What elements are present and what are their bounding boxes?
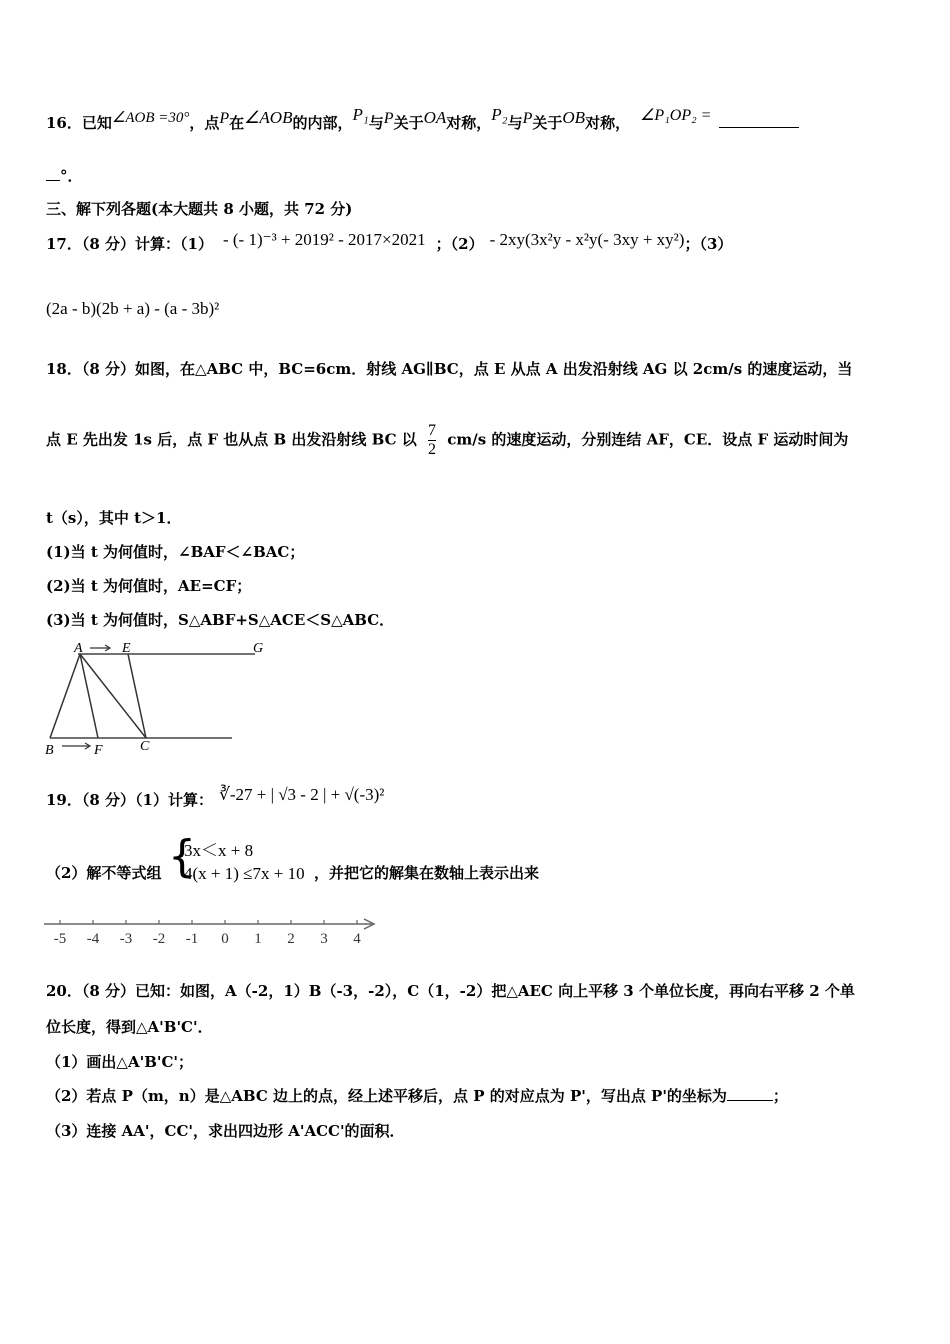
fig-label-f: F [94,743,103,758]
fig-label-a: A [74,641,83,656]
q19-expr: ∛-27 + | √3 - 2 | + √(-3)² [218,785,385,804]
q18-line2 [46,422,848,459]
q17-line1 [46,230,733,254]
q16-line1 [46,105,799,133]
q18-frac-den: 2 [428,441,436,458]
axis-tick-label: -4 [86,931,100,947]
axis-tick-label: -1 [185,931,199,947]
q18-line2b: cm/s 的速度运动，分别连结 AF，CE．设点 F 运动时间为 [447,430,849,449]
q18-sub2: (2)当 t 为何值时，AE=CF； [46,577,252,595]
q18-line3: t（s），其中 t＞1． [46,509,182,527]
q16-p: P [219,110,230,127]
q20-sub3: （3）连接 AA'，CC'，求出四边形 A'ACC'的面积． [46,1122,405,1140]
q16-p1: P₁ [352,105,369,124]
q20-line1: 20．（8 分）已知：如图，A（-2，1）B（-3，-2），C（1，-2）把△AEC 向上平移 3 个单位长度，再向右平移 2 个单 [46,982,855,1000]
q20-sub2-text: （2）若点 P（m，n）是△ABC 边上的点，经上述平移后，点 P 的对应点为 P'，写出点 P'的坐标为 [46,1087,727,1105]
fig-label-e: E [122,641,131,656]
fig-line-ac [80,654,146,738]
axis-tick-label: -5 [53,931,67,947]
q19-sub2-end: ，并把它的解集在数轴上表示出来 [314,864,540,882]
fig-label-g: G [253,641,264,656]
q16-p2: P₂ [491,105,508,124]
q16-p-c: P [522,110,533,127]
q17-end: ；（3） [684,235,733,253]
q18-sub1: (1)当 t 为何值时，∠BAF＜∠BAC； [46,543,305,561]
fig-label-b: B [45,743,54,758]
q17-expr2: - 2xy(3x²y - x²y(- 3xy + xy²) [489,230,685,249]
section3-heading: 三、解下列各题(本大题共 8 小题，共 72 分) [46,200,353,218]
q17-expr1: - (- 1)⁻³ + 2019² - 2017×2021 [222,230,426,249]
q16-line2-text: °． [60,167,83,185]
axis-tick-label: 4 [353,931,361,947]
q16-t7: 与 [507,114,523,132]
q19-brace: { [168,831,196,882]
q16-t9: 对称， [585,114,631,132]
axis-tick-label: 0 [221,931,229,947]
axis-tick-label: -2 [152,931,166,947]
q20-line2: 位长度，得到△A'B'C'． [46,1018,213,1036]
q16-prefix: 16．已知 [46,114,112,132]
q17-line2 [46,299,219,319]
q19-line1 [46,785,385,810]
q20-answer-blank[interactable] [727,1100,773,1101]
q16-t1: ，点 [189,114,220,132]
q16-answer-blank[interactable] [719,127,799,128]
q19-ineq2: 4(x + 1) ≤7x + 10 [184,864,305,883]
axis-tick-label: 2 [287,931,295,947]
q19-sub2-label: （2）解不等式组 [46,864,162,882]
q16-angle-aob: ∠AOB =30° [111,110,190,126]
axis-tick-label: -3 [119,931,133,947]
q18-line1: 18．（8 分）如图，在△ABC 中，BC=6cm．射线 AG∥BC，点 E 从点 A 出发沿射线 AG 以 2cm/s 的速度运动，当 [46,360,853,378]
q20-sub2 [46,1085,788,1106]
q16-t3: 的内部， [292,114,353,132]
q20-sub1: （1）画出△A'B'C'； [46,1053,194,1071]
q16-t5: 关于 [393,114,424,132]
q16-ob: OB [562,108,586,127]
q18-sub3: (3)当 t 为何值时，S△ABF+S△ACE＜S△ABC． [46,611,395,629]
q18-line2a: 点 E 先出发 1s 后，点 F 也从点 B 出发沿射线 BC 以 [46,430,417,449]
q16-angle-p1op2: ∠P₁OP₂ = [640,107,712,124]
q19-label: 19．（8 分）（1）计算： [46,791,213,809]
q18-frac-num: 7 [428,422,436,439]
axis-tick-label: 1 [254,931,262,947]
q16-oa: OA [423,108,447,127]
q19-number-line [40,912,385,948]
axis-tick-label: 3 [320,931,328,947]
q16-t8: 关于 [532,114,563,132]
q16-t6: 对称， [446,114,492,132]
q18-figure [40,636,280,758]
q16-p-b: P [383,110,394,127]
q17-sep: ；（2） [435,235,484,253]
q19-ineq1: 3x＜x + 8 [184,841,254,860]
q20-sub2-end: ； [772,1087,788,1105]
q16-t2: 在 [229,114,245,132]
q16-answer-blank-cont[interactable] [46,180,60,181]
fig-label-c: C [140,739,150,754]
q16-angle-aob2: ∠AOB [244,108,293,127]
fig-line-ab [50,654,80,738]
q16-t4: 与 [368,114,384,132]
q17-label: 17．（8 分）计算：（1） [46,235,213,253]
q16-line2 [46,165,83,186]
q18-fraction [428,422,436,459]
q17-expr3: (2a - b)(2b + a) - (a - 3b)² [46,299,220,318]
